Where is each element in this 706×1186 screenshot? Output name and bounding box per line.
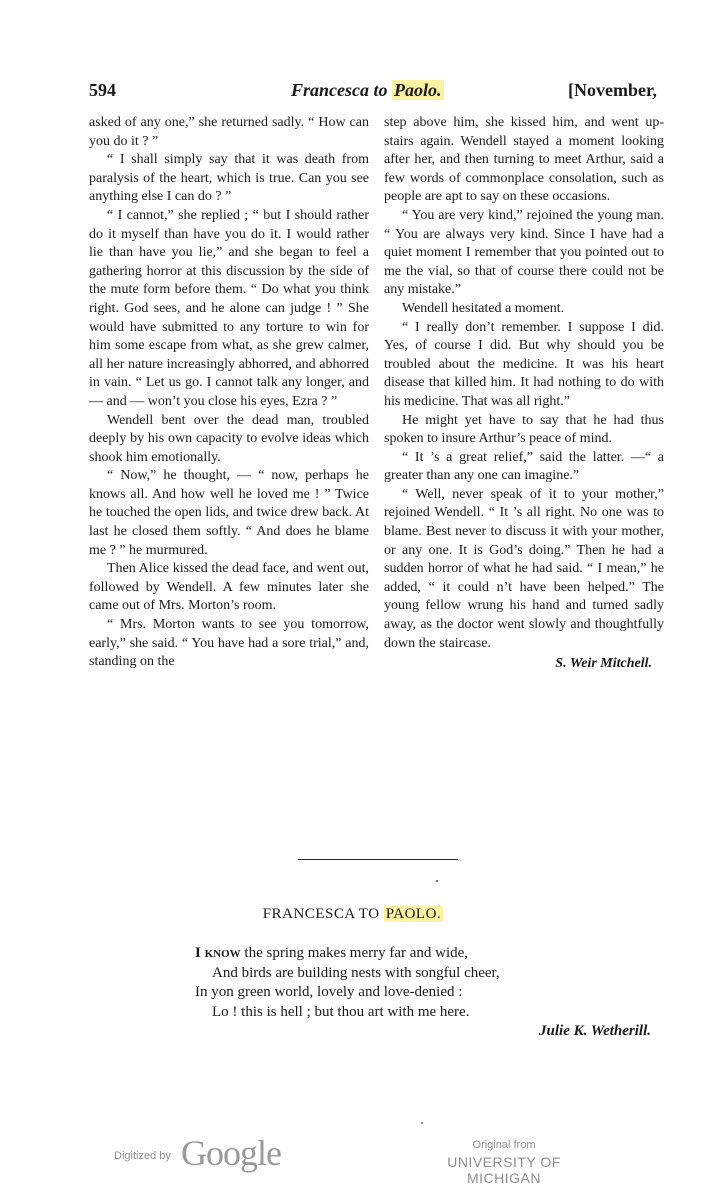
poem-title — [0, 906, 706, 923]
original-from-label: Original from — [472, 1139, 536, 1151]
paragraph: Wendell hesitated a moment. — [402, 300, 565, 316]
poem-line: Lo ! this is hell ; but thou art with me here. — [212, 1003, 470, 1020]
paragraph: “ It ’s a great relief,” said the latter. —“ a greater than any one can imagine.” — [384, 449, 664, 484]
paragraph: He might yet have to say that he had thus spoken to insure Arthur’s peace of mind. — [384, 412, 664, 447]
poem-signature: Julie K. Wetherill. — [539, 1023, 651, 1040]
paragraph: “ I cannot,” she replied ; “ but I should rather do it myself than have you do it. I would rather lie than have you lie,” and she began to feel a gathering horror at this discussion by the side of the mute form before them. “ Do what you think right. God sees, and he alone can judge ! ” She would have submitted to any torture to win for him some escape from what, as she grew calmer, all her nature increasingly abhorred, and abhorred in vain. “ Let us go. I cannot talk any longer, and — and — won’t you close his eyes, Ezra ? ” — [89, 207, 369, 409]
paragraph: “ Mrs. Morton wants to see you tomorrow, early,” she said. “ You have had a sore trial,” and, standing on the — [89, 617, 369, 670]
right-column — [384, 114, 664, 674]
scan-speck — [436, 880, 438, 882]
left-column — [89, 114, 369, 672]
paragraph: Wendell bent over the dead man, troubled deeply by his own capacity to evolve ideas which shook him emotionally. — [89, 412, 369, 465]
running-title-highlight: Paolo. — [394, 80, 442, 100]
paragraph: Then Alice kissed the dead face, and went out, followed by Wendell. A few minutes later she came out of Mrs. Morton’s room. — [89, 561, 369, 614]
running-title — [291, 80, 444, 101]
running-title-prefix: Francesca to — [291, 80, 388, 100]
paragraph: “ Well, never speak of it to your mother,” rejoined Wendell. “ It ’s all right. No one was to blame. Best never to discuss it with your mother, or any one. It is God’s doing.” Then he had a sudden horror of what he had said. “ I mean,” he added, “ it could n’t have been helped.” The young fellow wrung his hand and turned sadly away, as the doctor went slowly and thoughtfully down the staircase. — [384, 486, 664, 651]
digitization-footer — [0, 1130, 706, 1186]
scan-speck — [421, 1122, 423, 1124]
paragraph: “ I really don’t remember. I suppose I did. Yes, of course I did. But why should you be troubled about the medicine. It was his heart disease that killed him. It had nothing to do with his medicine. That was all right.” — [384, 319, 664, 409]
google-logo: Google — [181, 1133, 281, 1173]
paragraph: step above him, she kissed him, and went up-stairs again. Wendell stayed a moment looking after her, and then turning to meet Arthur, said a few words of commonplace consolation, such as people are apt to say on these occasions. — [384, 115, 664, 205]
poem — [195, 944, 655, 1042]
poem-line: In yon green world, lovely and love-denied : — [195, 984, 463, 1001]
paragraph: “ I shall simply say that it was death from paralysis of the heart, which is true. Can you see anything else I can do ? ” — [89, 152, 369, 205]
poem-first-line-rest: the spring makes merry far and wide, — [240, 945, 469, 961]
poem-title-prefix: FRANCESCA TO — [262, 906, 380, 922]
paragraph: “ Now,” he thought, — “ now, perhaps he knows all. And how well he loved me ! ” Twice he touched the open lids, and twice drew back. At last he closed them softly. “ And does he blame me ? ” he murmured. — [89, 468, 369, 558]
poem-first-words: I know — [195, 945, 241, 961]
running-header — [0, 80, 706, 104]
paragraph: asked of any one,” she returned sadly. “ How can you do it ? ” — [89, 115, 369, 149]
section-divider — [298, 859, 458, 860]
page-number: 594 — [89, 80, 116, 100]
poem-title-highlight: PAOLO. — [385, 906, 442, 922]
paragraph: “ You are very kind,” rejoined the young man. “ You are always very kind. Since I have had a quiet moment I remember that you pointed out to me the vial, so that of course there could not be any mistake.” — [384, 207, 664, 298]
university-label: UNIVERSITY OF MICHIGAN — [447, 1154, 561, 1186]
story-signature: S. Weir Mitchell. — [555, 656, 652, 672]
poem-line — [195, 944, 655, 964]
digitized-by-label: Digitized by — [114, 1150, 171, 1162]
running-month: [November, — [568, 80, 657, 100]
poem-line: And birds are building nests with songful cheer, — [212, 964, 500, 981]
